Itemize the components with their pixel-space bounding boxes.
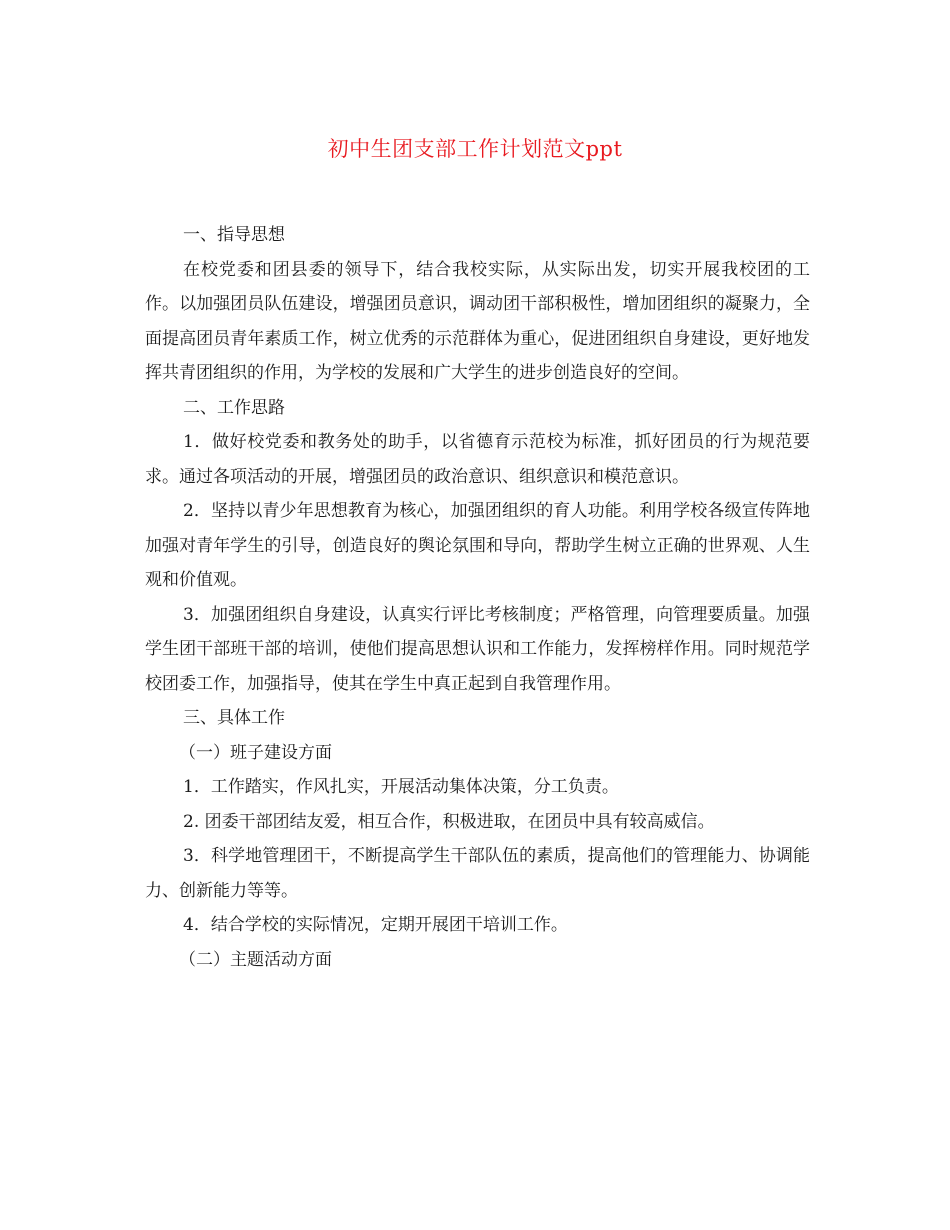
document-title: 初中生团支部工作计划范文ppt bbox=[327, 137, 623, 161]
paragraph-approach-3: 3．加强团组织自身建设，认真实行评比考核制度；严格管理，向管理要质量。加强学生团干部班干部的培训，使他们提高思想认识和工作能力，发挥榜样作用。同时规范学校团委工作，加强指导，使其在学生中真正起到自我管理作用。 bbox=[145, 604, 810, 694]
list-item-team-1: 1．工作踏实，作风扎实，开展活动集体决策，分工负责。 bbox=[183, 777, 619, 797]
list-item-team-4: 4．结合学校的实际情况，定期开展团干培训工作。 bbox=[183, 915, 568, 935]
list-item-team-2: 2. 团委干部团结友爱，相互合作，积极进取，在团员中具有较高威信。 bbox=[183, 811, 715, 832]
paragraph-guiding-ideology: 在校党委和团县委的领导下，结合我校实际，从实际出发，切实开展我校团的工作。以加强团员队伍建设，增强团员意识，调动团干部积极性，增加团组织的凝聚力，全面提高团员青年素质工作，树立优秀的示范群体为重心，促进团组织自身建设，更好地发挥共青团组织的作用，为学校的发展和广大学生的进步创造良好的空间。 bbox=[145, 259, 810, 383]
heading-work-approach: 二、工作思路 bbox=[183, 397, 285, 418]
paragraph-approach-2: 2．坚持以青少年思想教育为核心，加强团组织的育人功能。利用学校各级宣传阵地加强对青年学生的引导，创造良好的舆论氛围和导向，帮助学生树立正确的世界观、人生观和价值观。 bbox=[145, 501, 810, 590]
list-item-team-3: 3．科学地管理团干，不断提高学生干部队伍的素质，提高他们的管理能力、协调能力、创新能力等等。 bbox=[145, 846, 810, 901]
heading-specific-work: 三、具体工作 bbox=[183, 708, 285, 728]
subheading-team-building: （一）班子建设方面 bbox=[179, 742, 332, 763]
document-body bbox=[145, 218, 810, 977]
paragraph-approach-1: 1．做好校党委和教务处的助手，以省德育示范校为标准，抓好团员的行为规范要求。通过各项活动的开展，增强团员的政治意识、组织意识和模范意识。 bbox=[145, 432, 810, 487]
heading-guiding-ideology: 一、指导思想 bbox=[183, 225, 285, 245]
subheading-theme-activities: （二）主题活动方面 bbox=[179, 949, 332, 970]
